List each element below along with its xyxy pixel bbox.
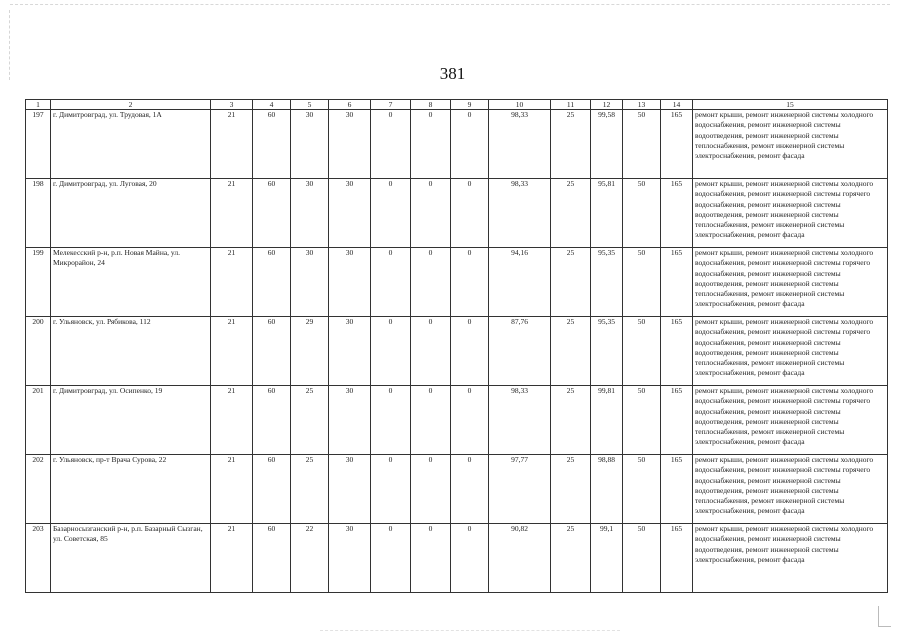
- cell-col-14: 165: [661, 317, 693, 386]
- table-row: [26, 386, 888, 455]
- table-row: [26, 110, 888, 179]
- cell-row-number: 200: [26, 317, 51, 386]
- column-header-10: 10: [489, 100, 551, 110]
- cell-col-14: 165: [661, 179, 693, 248]
- cell-col-11: 25: [551, 248, 591, 317]
- cell-col-4: 60: [253, 455, 291, 524]
- cell-col-10: 97,77: [489, 455, 551, 524]
- cell-address: г. Ульяновск, пр-т Врача Сурова, 22: [51, 455, 211, 524]
- cell-col-9: 0: [451, 248, 489, 317]
- cell-col-5: 25: [291, 386, 329, 455]
- column-header-12: 12: [591, 100, 623, 110]
- cell-col-3: 21: [211, 455, 253, 524]
- cell-col-6: 30: [329, 248, 371, 317]
- cell-col-7: 0: [371, 248, 411, 317]
- cell-row-number: 201: [26, 386, 51, 455]
- table-row: [26, 524, 888, 593]
- cell-col-6: 30: [329, 317, 371, 386]
- cell-col-10: 90,82: [489, 524, 551, 593]
- cell-col-11: 25: [551, 179, 591, 248]
- cell-col-13: 50: [623, 248, 661, 317]
- cell-col-4: 60: [253, 110, 291, 179]
- cell-row-number: 197: [26, 110, 51, 179]
- scan-edge-bottom: [320, 630, 620, 632]
- scan-corner-mark: [878, 606, 891, 627]
- cell-col-12: 99,81: [591, 386, 623, 455]
- cell-col-8: 0: [411, 248, 451, 317]
- cell-col-12: 99,58: [591, 110, 623, 179]
- table-header-row: [26, 100, 888, 110]
- cell-col-4: 60: [253, 179, 291, 248]
- cell-col-11: 25: [551, 455, 591, 524]
- cell-col-5: 25: [291, 455, 329, 524]
- cell-col-13: 50: [623, 317, 661, 386]
- cell-col-4: 60: [253, 524, 291, 593]
- column-header-1: 1: [26, 100, 51, 110]
- cell-col-11: 25: [551, 317, 591, 386]
- column-header-7: 7: [371, 100, 411, 110]
- cell-col-12: 98,88: [591, 455, 623, 524]
- cell-col-14: 165: [661, 386, 693, 455]
- cell-col-5: 30: [291, 179, 329, 248]
- cell-row-number: 199: [26, 248, 51, 317]
- column-header-13: 13: [623, 100, 661, 110]
- cell-works-list: ремонт крыши, ремонт инженерной системы холодного водоснабжения, ремонт инженерной системы горячего водоснабжения, ремонт инженерной системы водоотведения, ремонт инженерной системы теплоснабжения, ремонт инженерной системы электроснабжения, ремонт фасада: [693, 317, 888, 386]
- table-row: [26, 455, 888, 524]
- cell-col-7: 0: [371, 524, 411, 593]
- cell-col-6: 30: [329, 455, 371, 524]
- cell-col-11: 25: [551, 110, 591, 179]
- cell-col-6: 30: [329, 524, 371, 593]
- column-header-11: 11: [551, 100, 591, 110]
- cell-col-8: 0: [411, 386, 451, 455]
- cell-col-13: 50: [623, 386, 661, 455]
- cell-col-8: 0: [411, 179, 451, 248]
- table-row: [26, 317, 888, 386]
- cell-col-9: 0: [451, 524, 489, 593]
- cell-address: г. Димитровград, ул. Осипенко, 19: [51, 386, 211, 455]
- cell-col-8: 0: [411, 455, 451, 524]
- cell-col-6: 30: [329, 110, 371, 179]
- cell-col-6: 30: [329, 179, 371, 248]
- cell-col-13: 50: [623, 179, 661, 248]
- column-header-9: 9: [451, 100, 489, 110]
- cell-works-list: ремонт крыши, ремонт инженерной системы холодного водоснабжения, ремонт инженерной системы горячего водоснабжения, ремонт инженерной системы водоотведения, ремонт инженерной системы теплоснабжения, ремонт инженерной системы электроснабжения, ремонт фасада: [693, 455, 888, 524]
- cell-col-9: 0: [451, 455, 489, 524]
- cell-col-7: 0: [371, 110, 411, 179]
- cell-works-list: ремонт крыши, ремонт инженерной системы холодного водоснабжения, ремонт инженерной системы горячего водоснабжения, ремонт инженерной системы водоотведения, ремонт инженерной системы теплоснабжения, ремонт инженерной системы электроснабжения, ремонт фасада: [693, 386, 888, 455]
- page-number: 381: [439, 64, 466, 83]
- table-row: [26, 248, 888, 317]
- cell-address: Мелекесский р-н, р.п. Новая Майна, ул. Микрорайон, 24: [51, 248, 211, 317]
- cell-col-10: 98,33: [489, 110, 551, 179]
- column-header-3: 3: [211, 100, 253, 110]
- cell-col-5: 29: [291, 317, 329, 386]
- column-header-5: 5: [291, 100, 329, 110]
- cell-col-5: 22: [291, 524, 329, 593]
- cell-row-number: 198: [26, 179, 51, 248]
- table-row: [26, 179, 888, 248]
- cell-col-14: 165: [661, 455, 693, 524]
- cell-col-12: 99,1: [591, 524, 623, 593]
- scan-edge-top: [10, 4, 890, 6]
- cell-col-12: 95,35: [591, 248, 623, 317]
- cell-address: г. Димитровград, ул. Трудовая, 1А: [51, 110, 211, 179]
- cell-col-12: 95,81: [591, 179, 623, 248]
- cell-row-number: 203: [26, 524, 51, 593]
- cell-col-8: 0: [411, 110, 451, 179]
- cell-col-3: 21: [211, 179, 253, 248]
- column-header-8: 8: [411, 100, 451, 110]
- cell-col-5: 30: [291, 248, 329, 317]
- cell-works-list: ремонт крыши, ремонт инженерной системы холодного водоснабжения, ремонт инженерной системы горячего водоснабжения, ремонт инженерной системы водоотведения, ремонт инженерной системы теплоснабжения, ремонт инженерной системы электроснабжения, ремонт фасада: [693, 179, 888, 248]
- cell-col-4: 60: [253, 386, 291, 455]
- cell-col-8: 0: [411, 524, 451, 593]
- cell-col-13: 50: [623, 524, 661, 593]
- cell-col-9: 0: [451, 179, 489, 248]
- column-header-2: 2: [51, 100, 211, 110]
- cell-col-10: 87,76: [489, 317, 551, 386]
- cell-col-7: 0: [371, 317, 411, 386]
- cell-col-14: 165: [661, 524, 693, 593]
- cell-col-9: 0: [451, 386, 489, 455]
- table-body: [26, 100, 888, 593]
- cell-col-14: 165: [661, 110, 693, 179]
- cell-col-10: 94,16: [489, 248, 551, 317]
- cell-address: г. Димитровград, ул. Луговая, 20: [51, 179, 211, 248]
- cell-col-7: 0: [371, 386, 411, 455]
- cell-col-7: 0: [371, 179, 411, 248]
- cell-col-10: 98,33: [489, 386, 551, 455]
- cell-col-3: 21: [211, 248, 253, 317]
- cell-col-3: 21: [211, 110, 253, 179]
- cell-col-11: 25: [551, 386, 591, 455]
- cell-col-10: 98,33: [489, 179, 551, 248]
- cell-col-9: 0: [451, 317, 489, 386]
- cell-col-4: 60: [253, 317, 291, 386]
- cell-col-3: 21: [211, 317, 253, 386]
- cell-col-3: 21: [211, 524, 253, 593]
- column-header-4: 4: [253, 100, 291, 110]
- cell-col-5: 30: [291, 110, 329, 179]
- cell-col-13: 50: [623, 110, 661, 179]
- column-header-15: 15: [693, 100, 888, 110]
- column-header-6: 6: [329, 100, 371, 110]
- cell-col-14: 165: [661, 248, 693, 317]
- cell-col-4: 60: [253, 248, 291, 317]
- cell-col-8: 0: [411, 317, 451, 386]
- cell-row-number: 202: [26, 455, 51, 524]
- cell-works-list: ремонт крыши, ремонт инженерной системы холодного водоснабжения, ремонт инженерной системы водоотведения, ремонт инженерной системы электроснабжения, ремонт фасада: [693, 524, 888, 593]
- cell-col-11: 25: [551, 524, 591, 593]
- cell-col-13: 50: [623, 455, 661, 524]
- cell-address: г. Ульяновск, ул. Рябикова, 112: [51, 317, 211, 386]
- data-table: [25, 99, 888, 593]
- cell-col-7: 0: [371, 455, 411, 524]
- cell-col-6: 30: [329, 386, 371, 455]
- cell-address: Базарносызганский р-н, р.п. Базарный Сызган, ул. Советская, 85: [51, 524, 211, 593]
- cell-works-list: ремонт крыши, ремонт инженерной системы холодного водоснабжения, ремонт инженерной системы водоотведения, ремонт инженерной системы теплоснабжения, ремонт инженерной системы электроснабжения, ремонт фасада: [693, 110, 888, 179]
- cell-col-9: 0: [451, 110, 489, 179]
- cell-col-3: 21: [211, 386, 253, 455]
- column-header-14: 14: [661, 100, 693, 110]
- cell-col-12: 95,35: [591, 317, 623, 386]
- cell-works-list: ремонт крыши, ремонт инженерной системы холодного водоснабжения, ремонт инженерной системы горячего водоснабжения, ремонт инженерной системы водоотведения, ремонт инженерной системы теплоснабжения, ремонт инженерной системы электроснабжения, ремонт фасада: [693, 248, 888, 317]
